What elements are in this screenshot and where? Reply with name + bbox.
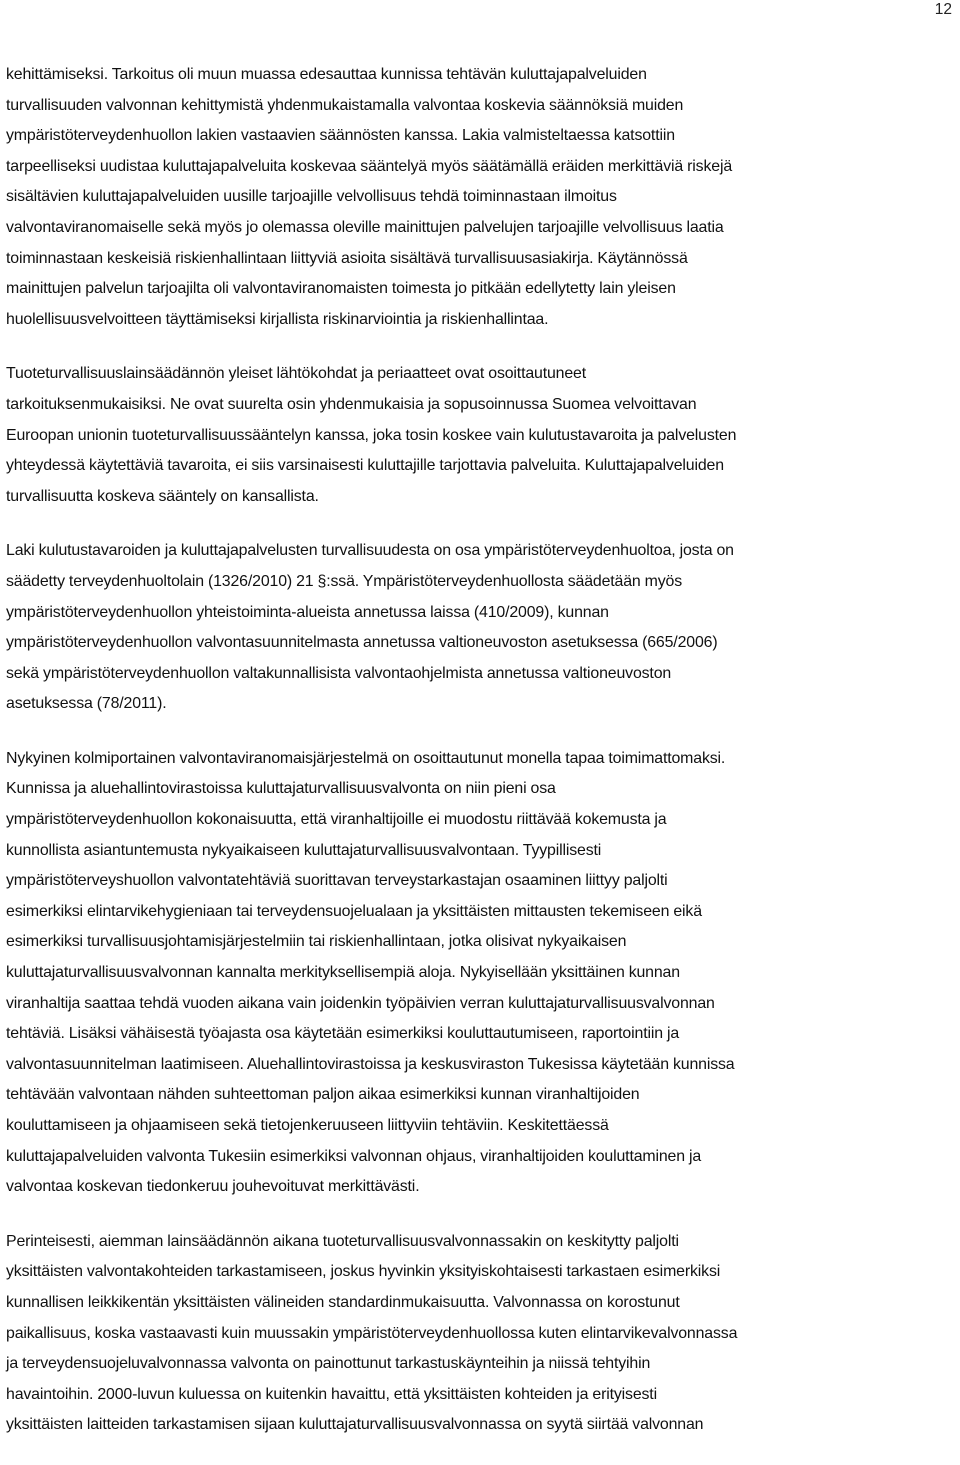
text-line: Perinteisesti, aiemman lainsäädännön aikana tuoteturvallisuusvalvonnassakin on keskitytty paljolti <box>6 1232 679 1250</box>
text-line: valvontaa koskevan tiedonkeruu jouhevoituvat merkittävästi. <box>6 1178 420 1196</box>
text-line: huolellisuusvelvoitteen täyttämiseksi kirjallista riskinarviointia ja riskienhallintaa. <box>6 310 549 328</box>
paragraph <box>6 60 960 335</box>
text-line: Euroopan unionin tuoteturvallisuussääntelyn kanssa, joka tosin koskee vain kulutustavaroita ja palvelusten <box>6 426 737 444</box>
text-line: mainittujen palvelun tarjoajilta oli valvontaviranomaisten toimesta jo pitkään edellytetty lain yleisen <box>6 280 676 298</box>
text-line: ympäristöterveydenhuollon valvontasuunnitelmasta annetussa valtioneuvoston asetuksessa (665/2006) <box>6 634 718 652</box>
paragraph <box>6 536 960 720</box>
text-line: Nykyinen kolmiportainen valvontaviranomaisjärjestelmä on osoittautunut monella tapaa toimimattomaksi. <box>6 749 726 767</box>
text-line: sekä ympäristöterveydenhuollon valtakunnallisista valvontaohjelmista annetussa valtioneuvoston <box>6 664 672 682</box>
text-line: kunnallisen leikkikentän yksittäisten välineiden standardinmukaisuutta. Valvonnassa on korostunut <box>6 1293 680 1311</box>
text-line: ympäristöterveydenhuollon kokonaisuutta, että viranhaltijoille ei muodostu riittävää kokemusta ja <box>6 811 667 829</box>
text-line: Tuoteturvallisuuslainsäädännön yleiset lähtökohdat ja periaatteet ovat osoittautuneet <box>6 365 586 383</box>
text-line: kehittämiseksi. Tarkoitus oli muun muassa edesauttaa kunnissa tehtävän kuluttajapalveluiden <box>6 66 647 83</box>
text-line: turvallisuutta koskeva sääntely on kansallista. <box>6 487 319 505</box>
text-line: ympäristöterveydenhuollon lakien vastaavien säännösten kanssa. Lakia valmisteltaessa katsottiin <box>6 127 675 145</box>
text-line: turvallisuuden valvonnan kehittymistä yhdenmukaistamalla valvontaa koskevia säännöksiä muiden <box>6 96 684 114</box>
text-line: tarkoituksenmukaisiksi. Ne ovat suurelta osin yhdenmukaisia ja sopusoinnussa Suomea velvoittavan <box>6 395 697 413</box>
text-line: yksittäisten valvontakohteiden tarkastamiseen, joskus hyvinkin yksityiskohtaisesti tarkastaen esimerkiksi <box>6 1263 721 1281</box>
text-line: toiminnastaan keskeisiä riskienhallintaan liittyviä asioita sisältävä turvallisuusasiakirja. Käytännössä <box>6 249 688 267</box>
text-line: kouluttamiseen ja ohjaamiseen sekä tietojenkeruuseen liittyviin tehtäviin. Keskitettäessä <box>6 1117 609 1134</box>
text-line: tarpeelliseksi uudistaa kuluttajapalveluita koskevaa sääntelyä myös säätämällä eräiden merkittäviä riskejä <box>6 157 733 175</box>
text-line: yhteydessä käytettäviä tavaroita, ei siis varsinaisesti kuluttajille tarjottavia palveluita. Kuluttajapalveluiden <box>6 457 724 475</box>
text-line: havaintoihin. 2000-luvun kuluessa on kuitenkin havaittu, että yksittäisten kohteiden ja erityisesti <box>6 1385 657 1403</box>
text-line: esimerkiksi turvallisuusjohtamisjärjestelmiin tai riskienhallintaan, jotka olisivat nykyaikaisen <box>6 933 627 951</box>
text-line: yksittäisten laitteiden tarkastamisen sijaan kuluttajaturvallisuusvalvonnassa on syytä siirtää valvonnan <box>6 1416 704 1434</box>
text-line: paikallisuus, koska vastaavasti kuin muussakin ympäristöterveydenhuollossa kuten elintarvikevalvonnassa <box>6 1324 738 1342</box>
text-line: ja terveydensuojeluvalvonnassa valvonta on painottunut tarkastuskäynteihin ja niissä tehtyihin <box>6 1355 651 1373</box>
text-line: tehtäviä. Lisäksi vähäisestä työajasta osa käytetään esimerkiksi kouluttautumiseen, raportointiin ja <box>6 1025 680 1043</box>
text-line: ympäristöterveyshuollon valvontatehtäviä suorittavan terveystarkastajan osaaminen liittyy paljolti <box>6 872 668 890</box>
text-line: Laki kulutustavaroiden ja kuluttajapalvelusten turvallisuudesta on osa ympäristöterveydenhuoltoa, josta on <box>6 542 734 560</box>
text-line: kuluttajaturvallisuusvalvonnan kannalta merkityksellisempiä aloja. Nykyisellään yksittäinen kunnan <box>6 964 680 982</box>
text-line: ympäristöterveydenhuollon yhteistoiminta-alueista annetussa laissa (410/2009), kunnan <box>6 603 609 621</box>
text-line: kuluttajapalveluiden valvonta Tukesiin esimerkiksi valvonnan ohjaus, viranhaltijoiden kouluttaminen ja <box>6 1147 702 1165</box>
text-line: valvontasuunnitelman laatimiseen. Aluehallintovirastoissa ja keskusviraston Tukesissa käytetään kunnissa <box>6 1055 735 1073</box>
text-line: kunnollista asiantuntemusta nykyaikaiseen kuluttajaturvallisuusvalvontaan. Tyypillisesti <box>6 841 602 859</box>
text-line: tehtävään valvontaan nähden suhteettoman paljon aikaa esimerkiksi kunnan viranhaltijoiden <box>6 1086 640 1104</box>
document-body <box>6 60 960 1465</box>
text-line: asetuksessa (78/2011). <box>6 695 167 713</box>
text-line: viranhaltija saattaa tehdä vuoden aikana vain joidenkin työpäivien verran kuluttajaturvallisuusvalvonnan <box>6 994 715 1012</box>
text-line: sisältävien kuluttajapalveluiden uusille tarjoajille velvollisuus tehdä toiminnastaan ilmoitus <box>6 188 617 206</box>
paragraph <box>6 1227 960 1441</box>
text-line: Kunnissa ja aluehallintovirastoissa kuluttajaturvallisuusvalvonta on niin pieni osa <box>6 780 556 798</box>
text-line: säädetty terveydenhuoltolain (1326/2010) 21 §:ssä. Ympäristöterveydenhuollosta säädetään myös <box>6 572 683 590</box>
page-number: 12 <box>934 1 952 18</box>
paragraph <box>6 744 960 1203</box>
text-line: esimerkiksi elintarvikehygieniaan tai terveydensuojelualaan ja yksittäisten mittausten tekemiseen eikä <box>6 902 702 920</box>
paragraph <box>6 359 960 512</box>
text-line: valvontaviranomaiselle sekä myös jo olemassa oleville mainittujen palvelujen tarjoajille velvollisuus laatia <box>6 218 724 236</box>
